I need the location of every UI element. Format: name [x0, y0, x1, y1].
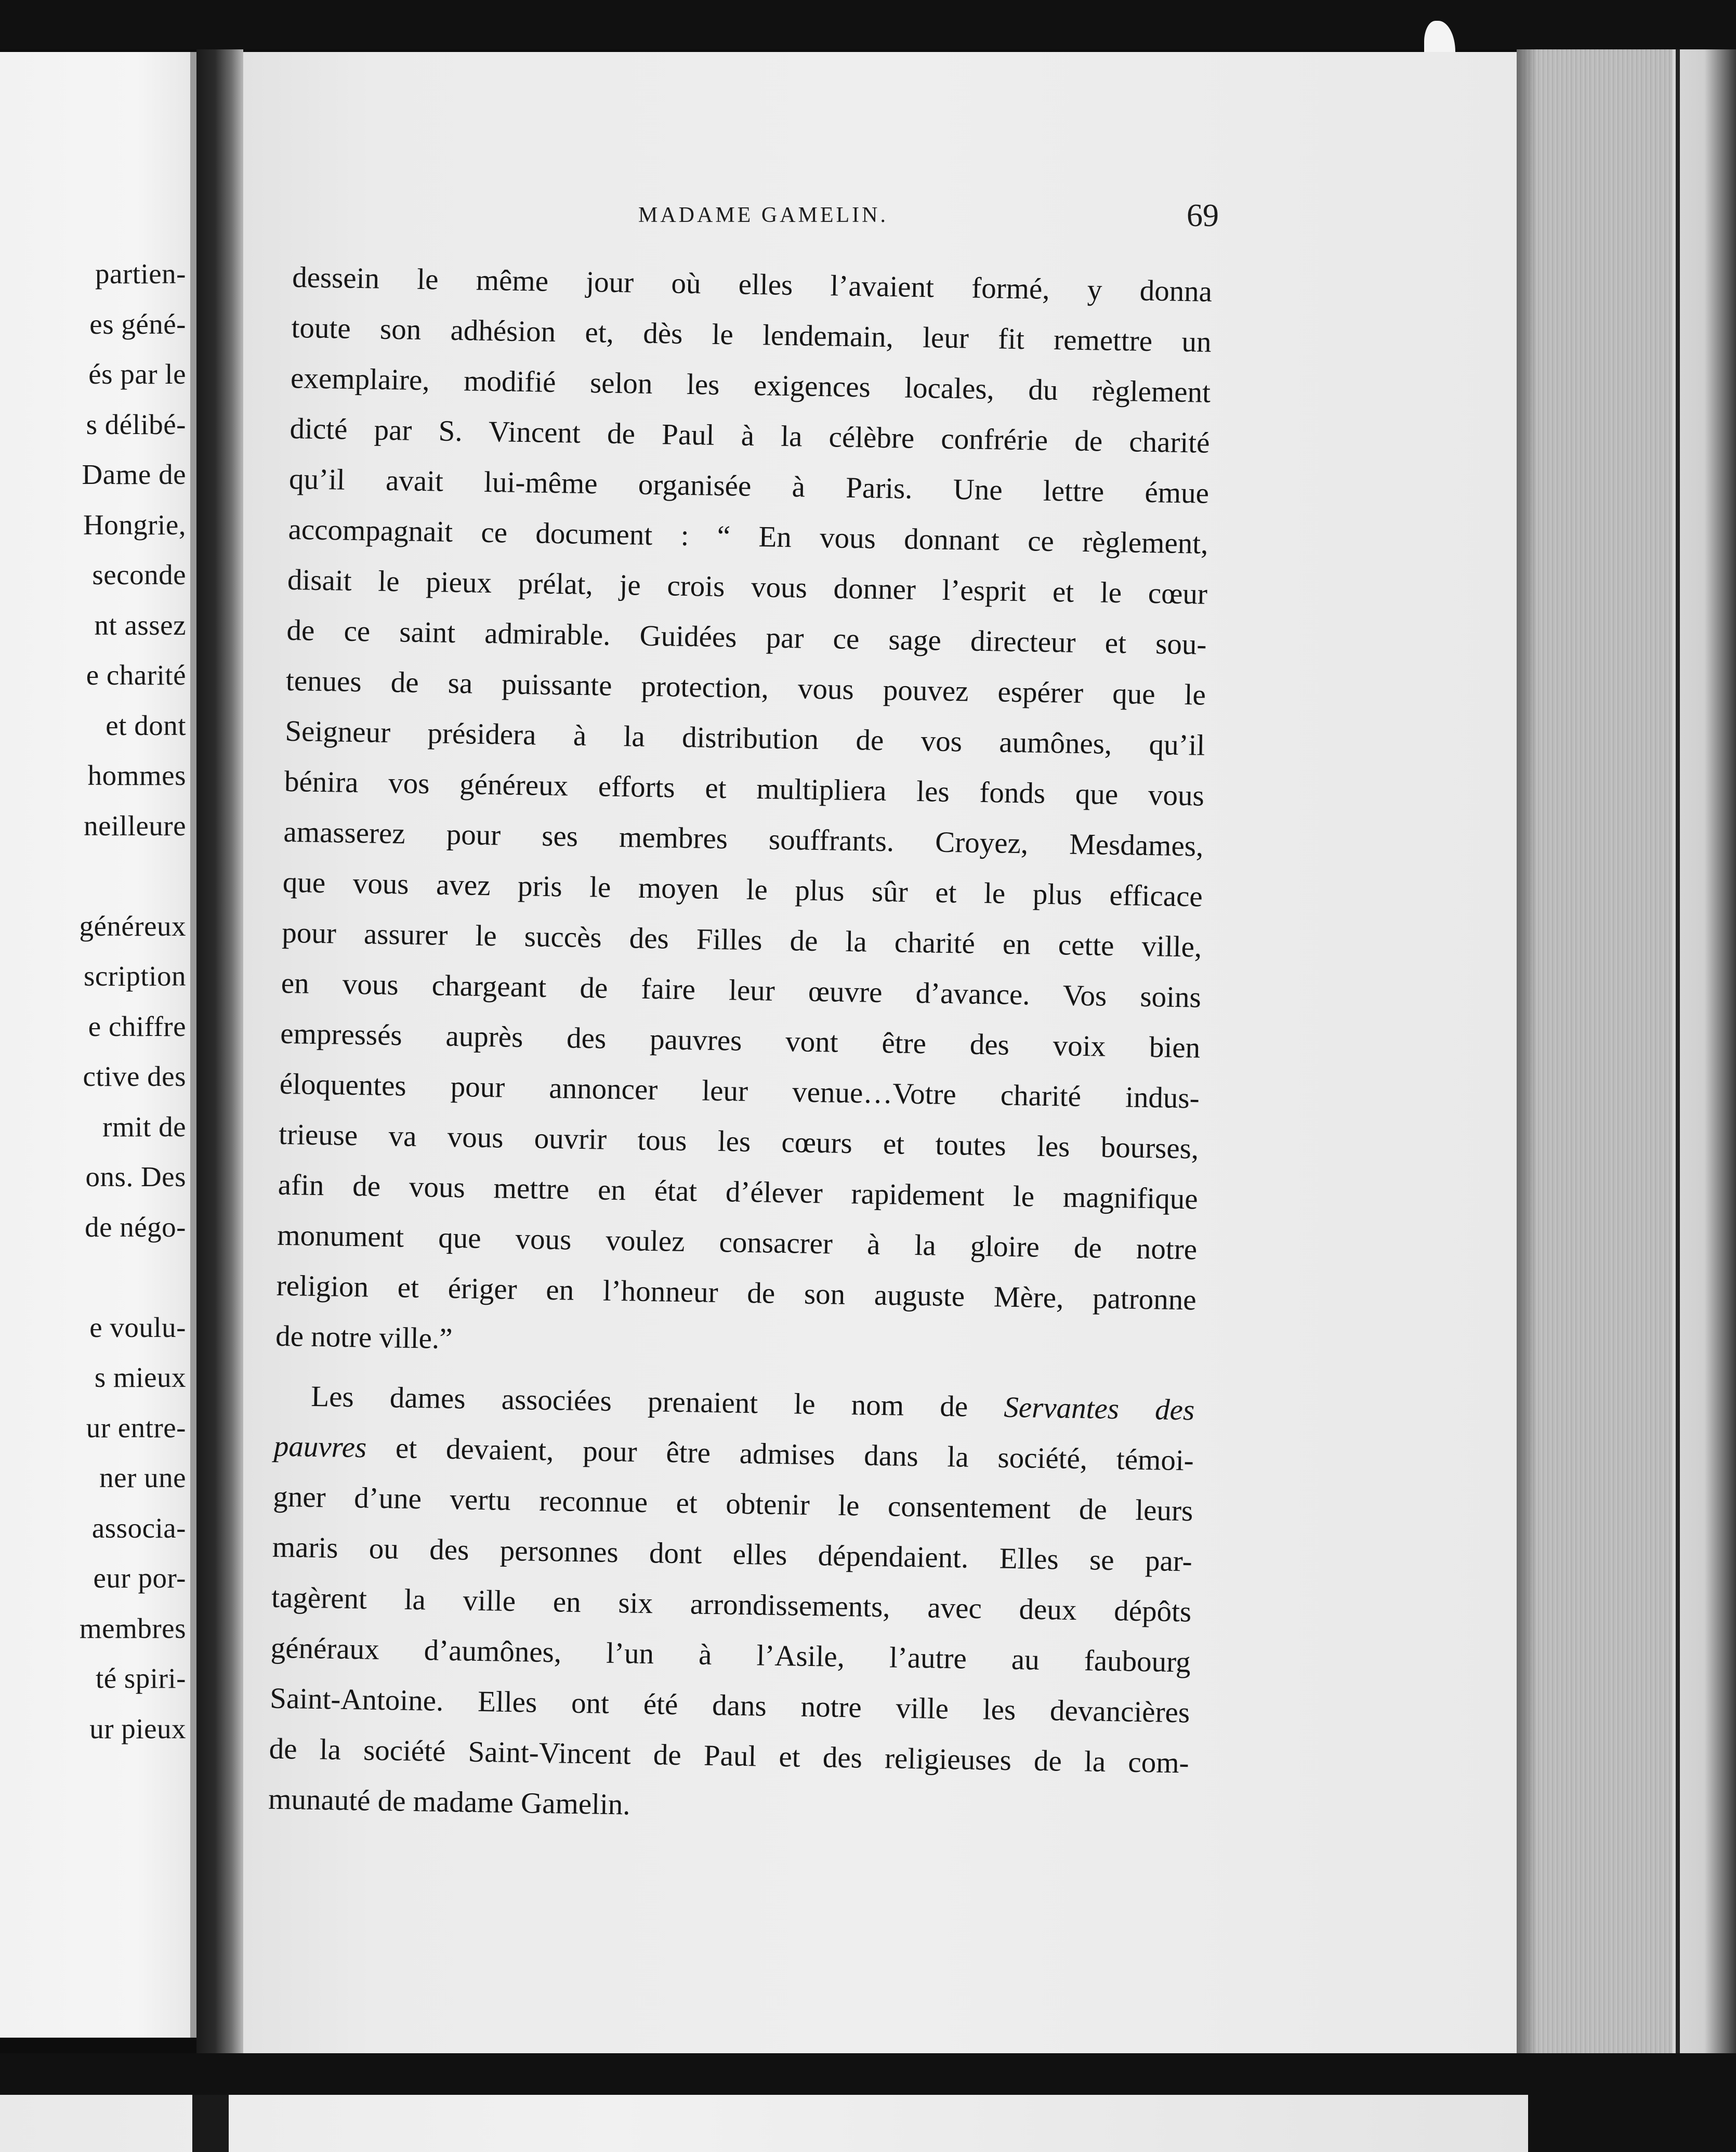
left-page-line: e chiffre [88, 1010, 186, 1042]
paragraph-2-line-2-text: et devaient, pour être admises dans la société, témoi- [366, 1431, 1194, 1477]
main-page [243, 52, 1517, 2053]
scan-frame-top [0, 0, 1736, 49]
paragraph-1-line: dicté par S. Vincent de Paul à la célèbre confrérie de charité [290, 412, 1210, 460]
italic-servantes-des: Servantes des [1003, 1390, 1195, 1427]
left-page-line: ur pieux [89, 1712, 186, 1744]
left-page-line: neilleure [84, 809, 186, 842]
left-page-line: Hongrie, [83, 508, 186, 541]
left-page-line: scription [84, 960, 186, 992]
body-text [268, 252, 1212, 1839]
paragraph-1-line: exemplaire, modifié selon les exigences locales, du règlement [290, 361, 1211, 409]
left-page-line: hommes [87, 759, 186, 791]
left-page-line: seconde [92, 559, 186, 591]
paragraph-1-line: trieuse va vous ouvrir tous les cœurs et toutes les bourses, [278, 1118, 1199, 1165]
next-page-strip [0, 2095, 1528, 2152]
left-page-line: ur entre- [86, 1411, 186, 1444]
paragraph-1 [275, 252, 1212, 1376]
paragraph-1-line: qu’il avait lui-même organisée à Paris. Une lettre émue [288, 462, 1209, 510]
paragraph-1-line: que vous avez pris le moyen le plus sûr et le plus efficace [282, 865, 1203, 913]
italic-pauvres: pauvres [273, 1429, 367, 1464]
paragraph-1-line: disait le pieux prélat, je crois vous donner l’esprit et le cœur [287, 563, 1208, 611]
paragraph-1-line: accompagnait ce document : “ En vous donnant ce règlement, [288, 513, 1208, 560]
left-page-line: té spiri- [95, 1662, 186, 1694]
paragraph-1-line: empressés auprès des pauvres vont être des voix bien [280, 1017, 1201, 1065]
paragraph-2-line: de la société Saint-Vincent de Paul et des religieuses de la com- [269, 1732, 1190, 1780]
edge-shadow [1517, 49, 1537, 2053]
paragraph-1-line: monument que vous voulez consacrer à la gloire de notre [277, 1218, 1198, 1266]
bottom-strip-divider [192, 2095, 229, 2152]
paragraph-2-line-1-text: Les dames associées prenaient le nom de [310, 1380, 1004, 1424]
paragraph-2-line: munauté de madame Gamelin. [268, 1782, 631, 1821]
paragraph-2-line: tagèrent la ville en six arrondissements, avec deux dépôts [271, 1581, 1192, 1629]
left-page-line: e charité [86, 659, 186, 691]
left-page-line: associa- [91, 1512, 186, 1544]
paragraph-2-line: gner d’une vertu reconnue et obtenir le consentement de leurs [272, 1480, 1193, 1528]
left-page-spine-shadow [190, 52, 196, 2038]
paragraph-2 [268, 1371, 1194, 1839]
left-page-line: ner une [99, 1462, 186, 1493]
book-block-edge [1517, 49, 1673, 2053]
left-page-line: généreux [79, 910, 186, 942]
paragraph-1-line: Seigneur présidera à la distribution de vos aumônes, qu’il [285, 714, 1205, 762]
paragraph-1-line: religion et ériger en l’honneur de son auguste Mère, patronne [276, 1269, 1197, 1317]
left-page-line: s mieux [94, 1361, 186, 1393]
page-number: 69 [1187, 198, 1219, 233]
left-page-line: eur por- [93, 1562, 186, 1594]
left-page-line: rmit de [102, 1110, 186, 1143]
paragraph-2-line: Saint-Antoine. Elles ont été dans notre ville les devancières [269, 1682, 1190, 1729]
paragraph-1-line: dessein le même jour où elles l’avaient formé, y donna [292, 260, 1213, 308]
paragraph-1-line: toute son adhésion et, dès le lendemain, leur fit remettre un [291, 311, 1212, 359]
paragraph-1-line: tenues de sa puissante protection, vous pouvez espérer que le [285, 664, 1206, 712]
paragraph-1-line: éloquentes pour annoncer leur venue…Votre charité indus- [279, 1067, 1200, 1115]
left-page-line: Dame de [82, 458, 186, 490]
left-page-line: ctive des [83, 1060, 186, 1092]
left-page-line: nt assez [94, 609, 186, 641]
right-frame-line [1676, 49, 1680, 2053]
left-page-line: et dont [106, 709, 186, 741]
right-margin-scan [1673, 49, 1736, 2053]
paragraph-1-line: bénira vos généreux efforts et multipliera les fonds que vous [284, 765, 1205, 812]
paragraph-2-line: maris ou des personnes dont elles dépendaient. Elles se par- [272, 1530, 1193, 1578]
paragraph-1-line: pour assurer le succès des Filles de la charité en cette ville, [281, 916, 1202, 964]
paragraph-1-line: en vous chargeant de faire leur œuvre d’avance. Vos soins [281, 966, 1202, 1014]
left-page-line: partien- [95, 258, 186, 290]
paragraph-1-line: afin de vous mettre en état d’élever rapidement le magnifique [278, 1168, 1199, 1216]
paragraph-1-line: de notre ville.” [275, 1319, 453, 1356]
left-facing-page [0, 52, 196, 2038]
left-page-line: es géné- [89, 308, 186, 340]
left-page-line: s délibé- [86, 408, 186, 440]
paragraph-2-line: généraux d’aumônes, l’un à l’Asile, l’autre au faubourg [270, 1631, 1191, 1679]
paragraph-1-line: amasserez pour ses membres souffrants. Croyez, Mesdames, [283, 815, 1204, 863]
paragraph-1-line: de ce saint admirable. Guidées par ce sage directeur et sou- [286, 613, 1207, 661]
left-page-line: ons. Des [85, 1161, 186, 1192]
left-page-line: de négo- [85, 1211, 186, 1243]
book-gutter [196, 49, 243, 2053]
left-page-line: membres [79, 1612, 186, 1644]
running-head: MADAME GAMELIN. [638, 203, 888, 227]
left-page-line: e voulu- [89, 1311, 186, 1343]
left-page-line: és par le [88, 358, 186, 390]
